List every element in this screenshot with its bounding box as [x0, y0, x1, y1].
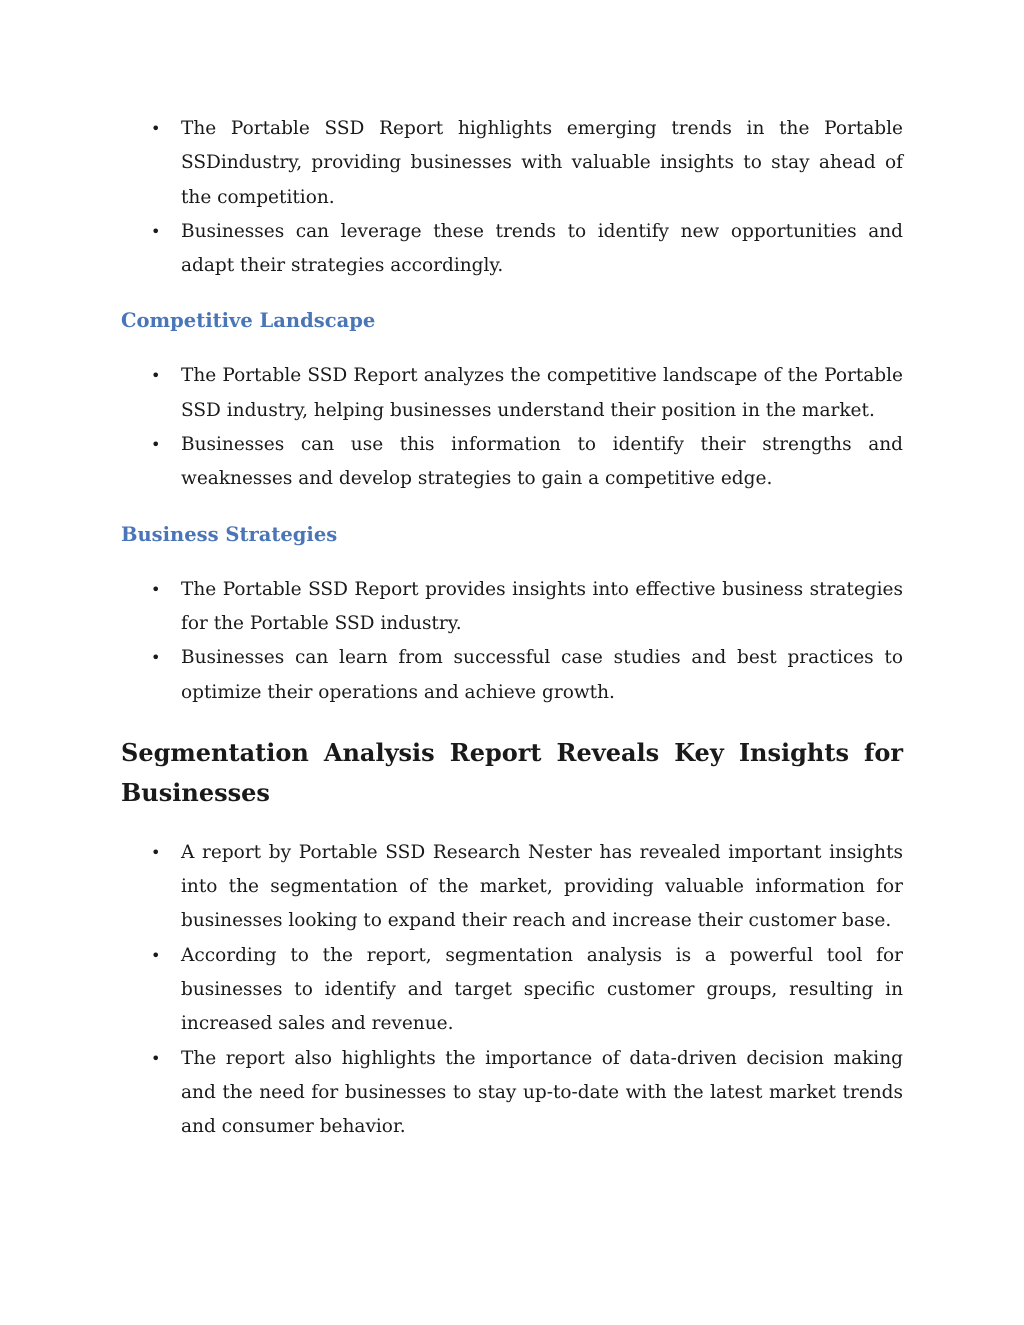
list-item-text: The Portable SSD Report highlights emerging trends in the Portable SSDindustry, providing businesses with valuable insights to stay ahead of the competition. [181, 118, 903, 208]
bullet-icon: • [151, 945, 161, 965]
list-item [121, 573, 903, 642]
section-heading-business-strategies: Business Strategies [121, 522, 338, 546]
list-item-text: Businesses can use this information to identify their strengths and weaknesses and develop strategies to gain a competitive edge. [181, 434, 903, 490]
strategies-bullet-list [121, 573, 903, 710]
list-item [121, 939, 903, 1042]
list-item [121, 1042, 903, 1145]
bullet-icon: • [151, 1048, 161, 1068]
list-item [121, 359, 903, 428]
list-item-text: The report also highlights the importance of data-driven decision making and the need for businesses to stay up-to-date with the latest market trends and consumer behavior. [181, 1047, 903, 1138]
trends-bullet-list [121, 112, 903, 283]
list-item [121, 215, 903, 284]
list-item-text: The Portable SSD Report analyzes the competitive landscape of the Portable SSD industry, helping businesses understand their position in the market. [181, 365, 903, 421]
list-item [121, 112, 903, 215]
bullet-icon: • [151, 221, 161, 241]
document-page [121, 112, 903, 1145]
bullet-icon: • [151, 842, 161, 862]
list-item-text: The Portable SSD Report provides insights into effective business strategies for the Portable SSD industry. [181, 578, 903, 634]
section-heading-segmentation-analysis: Segmentation Analysis Report Reveals Key Insights for Businesses [121, 737, 903, 807]
bullet-icon: • [151, 119, 161, 138]
list-item-text: Businesses can leverage these trends to identify new opportunities and adapt their strategies accordingly. [181, 220, 903, 277]
list-item-text: According to the report, segmentation analysis is a powerful tool for businesses to identify and target specific customer groups, resulting in increased sales and revenue. [181, 944, 903, 1035]
competitive-bullet-list [121, 359, 903, 496]
list-item [121, 641, 903, 710]
bullet-icon: • [151, 579, 161, 599]
list-item [121, 836, 903, 939]
bullet-icon: • [151, 366, 161, 386]
bullet-icon: • [151, 435, 161, 455]
list-item-text: A report by Portable SSD Research Nester has revealed important insights into the segmentation of the market, providing valuable information for businesses looking to expand their reach and increase their customer base. [181, 841, 903, 932]
list-item-text: Businesses can learn from successful case studies and best practices to optimize their operations and achieve growth. [181, 647, 903, 703]
bullet-icon: • [151, 648, 161, 668]
segmentation-bullet-list [121, 836, 903, 1145]
list-item [121, 428, 903, 497]
section-heading-competitive-landscape: Competitive Landscape [121, 309, 376, 333]
